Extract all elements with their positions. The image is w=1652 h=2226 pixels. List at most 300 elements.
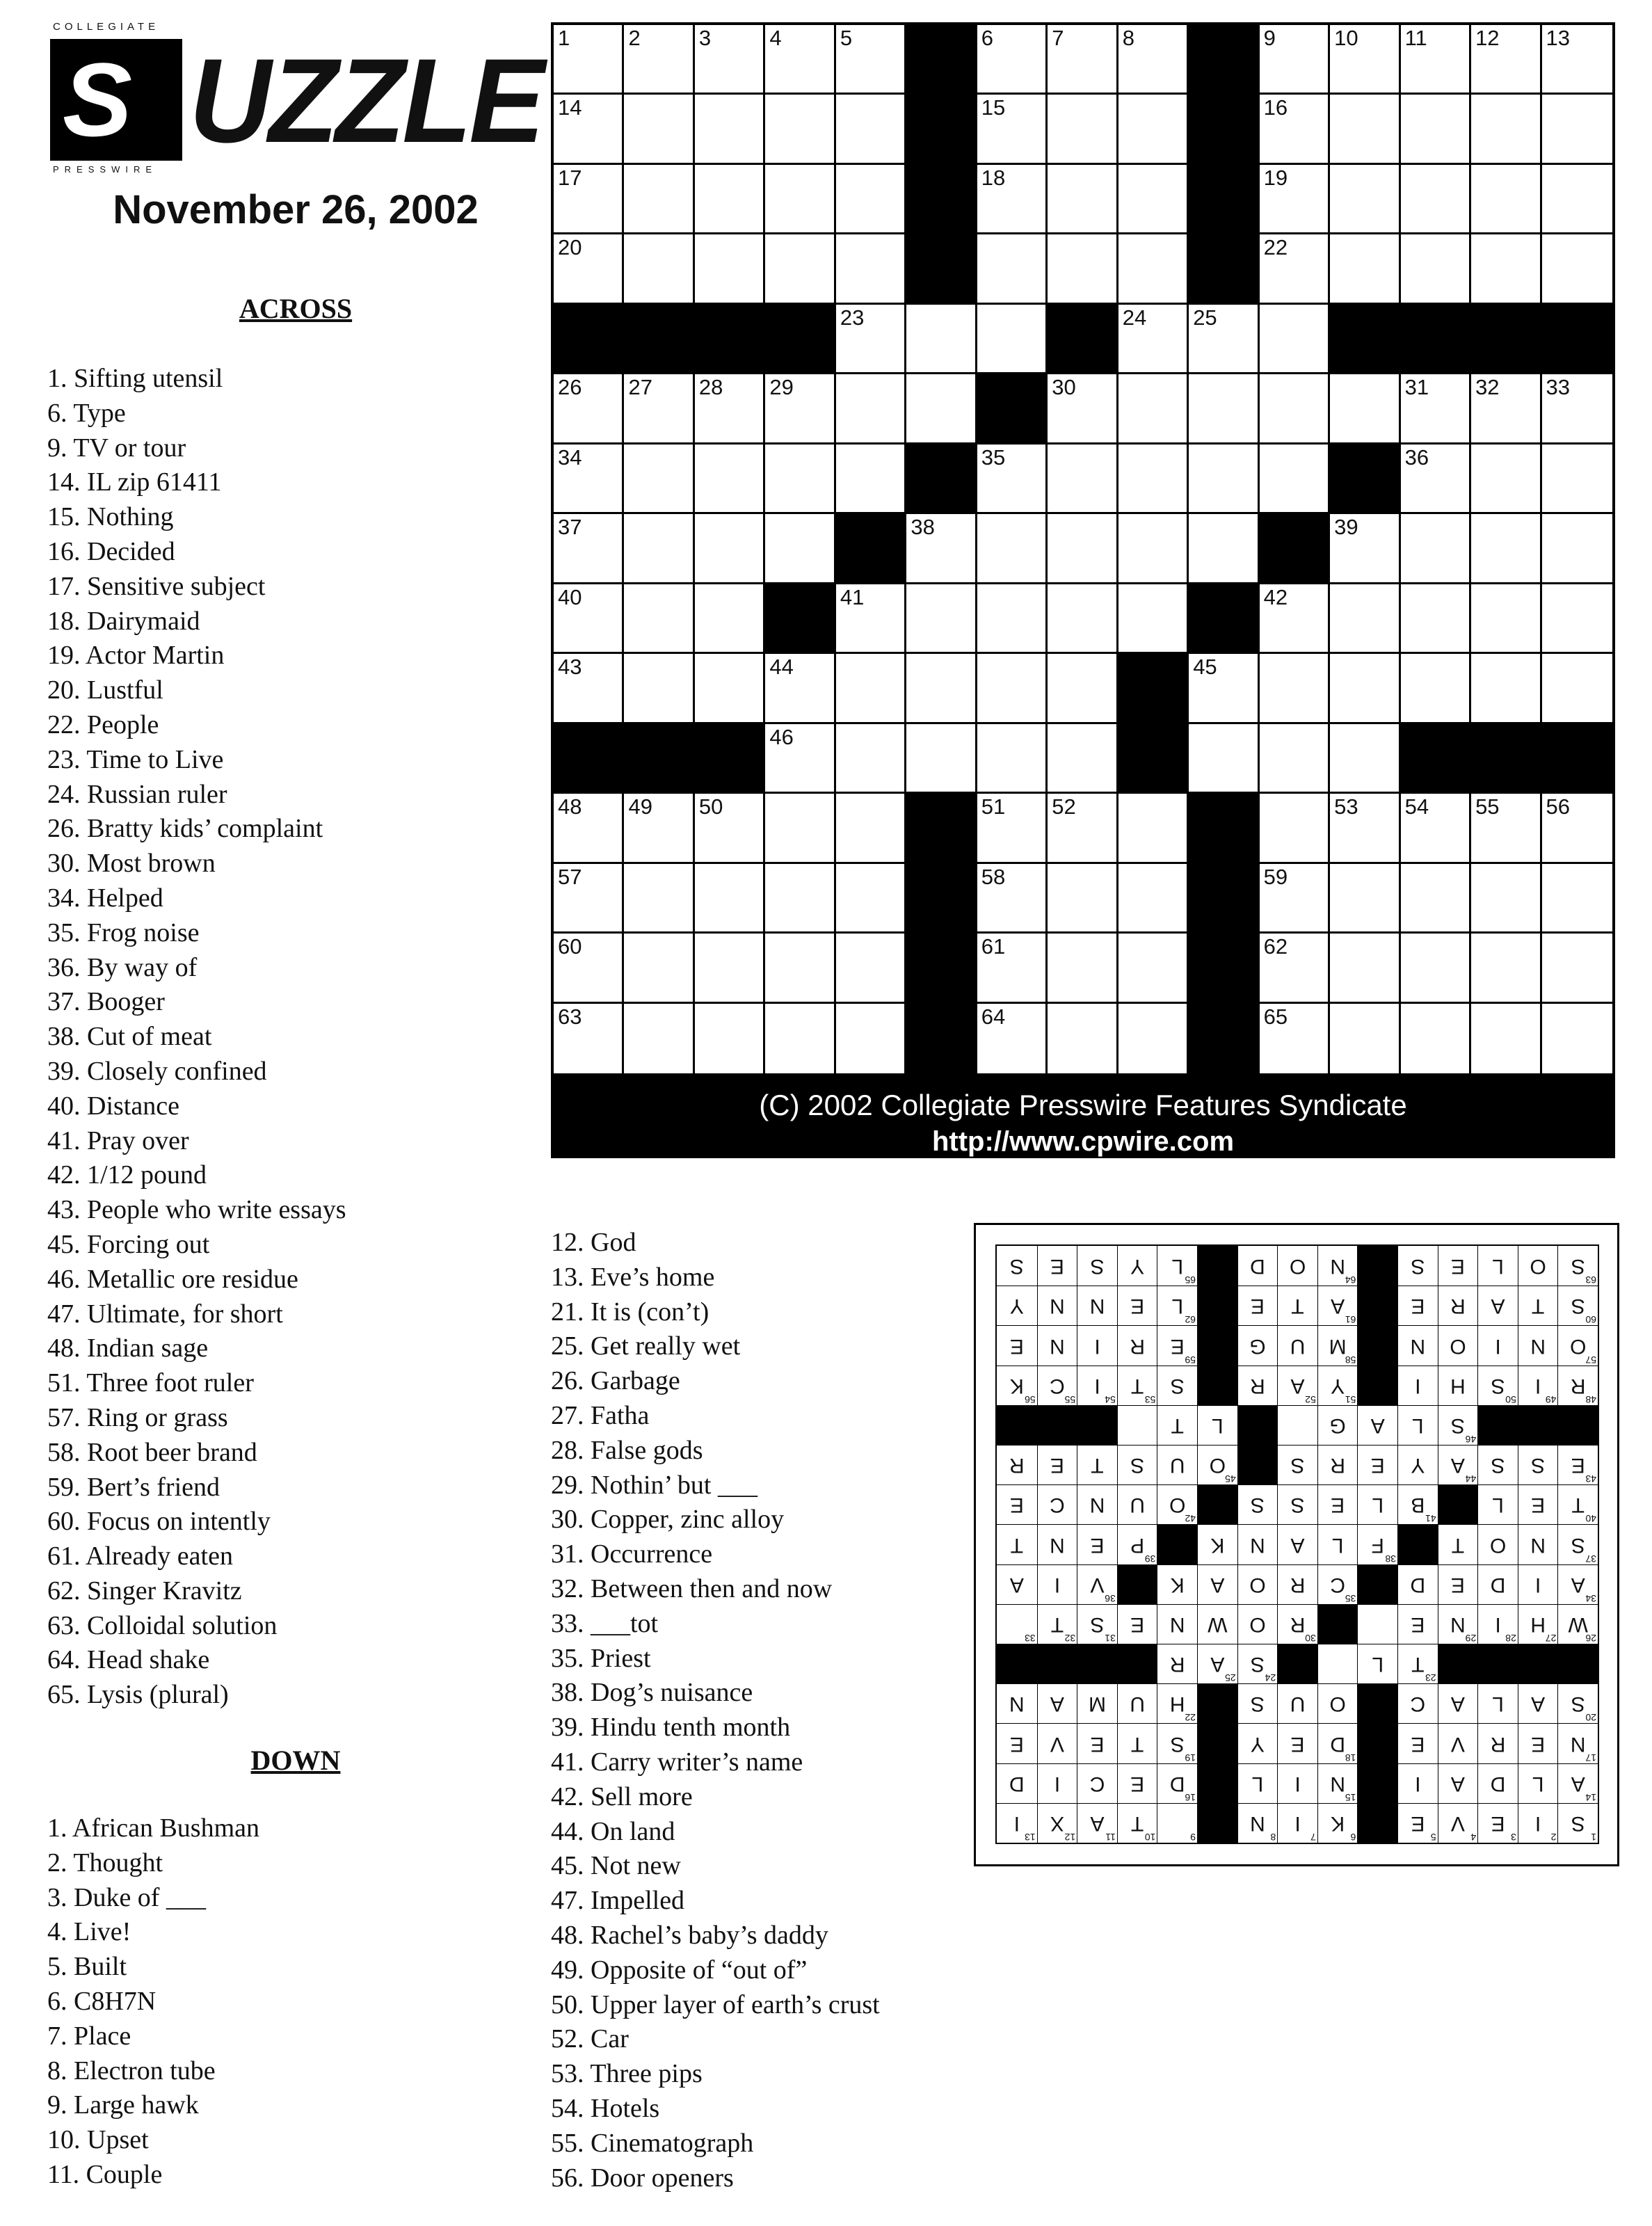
solution-cell	[1357, 1604, 1397, 1644]
grid-cell[interactable]	[554, 25, 624, 95]
clue-item: 4. Live!	[47, 1917, 131, 1947]
solution-number: 62	[1185, 1314, 1196, 1326]
clue-item: 56. Door openers	[551, 2163, 734, 2193]
grid-cell[interactable]	[1118, 374, 1189, 444]
grid-cell[interactable]	[1471, 514, 1541, 584]
grid-cell[interactable]	[1542, 864, 1612, 934]
clue-item: 47. Impelled	[551, 1886, 685, 1916]
grid-cell[interactable]	[977, 794, 1048, 863]
grid-cell[interactable]	[836, 1004, 906, 1073]
grid-cell[interactable]	[1118, 25, 1189, 95]
grid-cell[interactable]	[1542, 934, 1612, 1003]
clue-item: 33. ___tot	[551, 1608, 659, 1638]
grid-block	[906, 234, 977, 304]
grid-cell[interactable]	[1189, 374, 1259, 444]
solution-cell	[1438, 1246, 1478, 1286]
solution-block	[1357, 1564, 1397, 1604]
grid-cell[interactable]	[1118, 445, 1189, 514]
cell-number: 34	[558, 445, 582, 470]
grid-cell[interactable]	[695, 794, 765, 863]
grid-cell[interactable]	[1260, 234, 1330, 304]
solution-cell	[1317, 1484, 1358, 1524]
solution-number: 48	[1585, 1393, 1596, 1405]
grid-cell[interactable]	[554, 1004, 624, 1073]
grid-cell[interactable]	[624, 95, 694, 164]
clue-item: 7. Place	[47, 2021, 131, 2051]
solution-letter: R	[1290, 1573, 1306, 1596]
grid-cell[interactable]	[765, 445, 835, 514]
grid-cell[interactable]	[1048, 1004, 1118, 1073]
grid-cell[interactable]	[624, 654, 694, 723]
solution-cell	[1157, 1644, 1197, 1683]
grid-cell[interactable]	[1048, 864, 1118, 934]
solution-cell	[1277, 1246, 1317, 1286]
grid-block	[624, 724, 694, 794]
grid-cell[interactable]	[1401, 794, 1471, 863]
grid-cell[interactable]	[977, 234, 1048, 304]
grid-cell[interactable]	[624, 234, 694, 304]
solution-cell	[1077, 1445, 1117, 1484]
clue-item: 60. Focus on intently	[47, 1507, 271, 1537]
cell-number: 16	[1263, 95, 1288, 120]
grid-cell[interactable]	[765, 165, 835, 234]
grid-cell[interactable]	[1542, 654, 1612, 723]
grid-cell[interactable]	[1048, 724, 1118, 794]
grid-cell[interactable]	[1260, 934, 1330, 1003]
grid-cell[interactable]	[977, 724, 1048, 794]
grid-cell[interactable]	[554, 864, 624, 934]
grid-cell[interactable]	[695, 654, 765, 723]
solution-cell	[1518, 1604, 1558, 1644]
grid-cell[interactable]	[977, 165, 1048, 234]
grid-cell[interactable]	[765, 25, 835, 95]
grid-cell[interactable]	[1330, 654, 1400, 723]
grid-cell[interactable]	[836, 95, 906, 164]
solution-letter: A	[1571, 1772, 1585, 1795]
grid-cell[interactable]	[836, 794, 906, 863]
down-clue-list-2	[551, 1226, 982, 2195]
grid-cell[interactable]	[836, 305, 906, 374]
grid-cell[interactable]	[1048, 654, 1118, 723]
grid-cell[interactable]	[836, 724, 906, 794]
grid-block	[1401, 724, 1471, 794]
grid-cell[interactable]	[1471, 864, 1541, 934]
grid-cell[interactable]	[1260, 165, 1330, 234]
grid-cell[interactable]	[695, 25, 765, 95]
solution-cell	[1438, 1564, 1478, 1604]
grid-cell[interactable]	[836, 165, 906, 234]
solution-cell	[1077, 1564, 1117, 1604]
solution-cell	[1077, 1484, 1117, 1524]
grid-cell[interactable]	[1542, 445, 1612, 514]
solution-cell	[997, 1445, 1037, 1484]
grid-cell[interactable]	[624, 514, 694, 584]
solution-letter: S	[1250, 1653, 1265, 1676]
grid-cell[interactable]	[1401, 165, 1471, 234]
solution-letter: S	[1571, 1811, 1585, 1835]
grid-cell[interactable]	[695, 165, 765, 234]
solution-letter: B	[1411, 1494, 1425, 1517]
grid-cell[interactable]	[1542, 794, 1612, 863]
grid-cell[interactable]	[765, 934, 835, 1003]
grid-cell[interactable]	[624, 794, 694, 863]
grid-cell[interactable]	[836, 864, 906, 934]
grid-cell[interactable]	[1471, 445, 1541, 514]
grid-cell[interactable]	[1048, 25, 1118, 95]
solution-letter: E	[1370, 1454, 1385, 1478]
solution-cell	[1397, 1366, 1438, 1405]
grid-cell[interactable]	[695, 514, 765, 584]
solution-letter: T	[1010, 1533, 1023, 1557]
solution-letter: L	[1372, 1494, 1384, 1517]
solution-number: 63	[1585, 1274, 1596, 1286]
grid-cell[interactable]	[1048, 234, 1118, 304]
grid-cell[interactable]	[1118, 514, 1189, 584]
grid-cell[interactable]	[836, 654, 906, 723]
grid-cell[interactable]	[977, 654, 1048, 723]
grid-cell[interactable]	[1048, 934, 1118, 1003]
grid-cell[interactable]	[977, 95, 1048, 164]
clue-item: 53. Three pips	[551, 2059, 703, 2089]
solution-cell	[1037, 1723, 1077, 1763]
grid-cell[interactable]	[1330, 95, 1400, 164]
solution-number: 22	[1185, 1712, 1196, 1724]
grid-cell[interactable]	[554, 514, 624, 584]
grid-cell[interactable]	[554, 234, 624, 304]
grid-cell[interactable]	[1401, 1004, 1471, 1073]
grid-cell[interactable]	[1260, 724, 1330, 794]
cell-number: 46	[769, 724, 794, 749]
solution-block	[1357, 1803, 1397, 1843]
grid-cell[interactable]	[695, 934, 765, 1003]
cell-number: 58	[981, 864, 1006, 889]
grid-cell[interactable]	[906, 654, 977, 723]
solution-letter: O	[1489, 1533, 1507, 1557]
solution-letter: T	[1050, 1612, 1064, 1636]
grid-cell[interactable]	[906, 305, 977, 374]
grid-cell[interactable]	[554, 374, 624, 444]
grid-cell[interactable]	[836, 25, 906, 95]
grid-cell[interactable]	[1401, 654, 1471, 723]
grid-cell[interactable]	[624, 1004, 694, 1073]
grid-cell[interactable]	[1118, 934, 1189, 1003]
grid-cell[interactable]	[1260, 445, 1330, 514]
grid-cell[interactable]	[1260, 305, 1330, 374]
clue-item: 37. Booger	[47, 987, 165, 1017]
cell-number: 26	[558, 375, 582, 400]
grid-cell[interactable]	[1048, 794, 1118, 863]
grid-cell[interactable]	[695, 374, 765, 444]
grid-cell[interactable]	[1330, 794, 1400, 863]
grid-cell[interactable]	[624, 934, 694, 1003]
grid-cell[interactable]	[906, 374, 977, 444]
solution-cell	[1357, 1405, 1397, 1445]
grid-cell[interactable]	[1401, 934, 1471, 1003]
solution-letter: I	[1054, 1573, 1061, 1596]
solution-letter: T	[1130, 1732, 1144, 1756]
grid-cell[interactable]	[1542, 165, 1612, 234]
grid-cell[interactable]	[1048, 95, 1118, 164]
grid-cell[interactable]	[1260, 794, 1330, 863]
solution-box	[974, 1223, 1619, 1866]
grid-cell[interactable]	[836, 584, 906, 654]
grid-cell[interactable]	[1401, 445, 1471, 514]
solution-cell	[1518, 1484, 1558, 1524]
grid-cell[interactable]	[1048, 165, 1118, 234]
grid-cell[interactable]	[1260, 1004, 1330, 1073]
grid-cell[interactable]	[1048, 374, 1118, 444]
grid-cell[interactable]	[1118, 1004, 1189, 1073]
grid-cell[interactable]	[624, 25, 694, 95]
grid-cell[interactable]	[554, 794, 624, 863]
grid-cell[interactable]	[977, 305, 1048, 374]
grid-cell[interactable]	[1260, 584, 1330, 654]
grid-block	[1189, 25, 1259, 95]
clue-item: 45. Forcing out	[47, 1229, 210, 1259]
solution-number: 25	[1225, 1672, 1236, 1684]
solution-letter: O	[1169, 1494, 1186, 1517]
solution-letter: T	[1091, 1454, 1104, 1478]
grid-cell[interactable]	[1189, 305, 1259, 374]
grid-cell[interactable]	[906, 724, 977, 794]
solution-cell	[1237, 1524, 1278, 1564]
grid-cell[interactable]	[765, 724, 835, 794]
grid-cell[interactable]	[1260, 654, 1330, 723]
solution-letter: Y	[1331, 1374, 1345, 1398]
grid-cell[interactable]	[977, 584, 1048, 654]
grid-cell[interactable]	[554, 95, 624, 164]
grid-cell[interactable]	[1401, 374, 1471, 444]
grid-cell[interactable]	[836, 374, 906, 444]
grid-cell[interactable]	[554, 165, 624, 234]
solution-letter: A	[1370, 1414, 1385, 1437]
grid-block	[554, 724, 624, 794]
grid-cell[interactable]	[624, 584, 694, 654]
grid-cell[interactable]	[1260, 95, 1330, 164]
clue-item: 34. Helped	[47, 883, 163, 913]
grid-cell[interactable]	[1542, 234, 1612, 304]
grid-cell[interactable]	[1542, 95, 1612, 164]
grid-cell[interactable]	[695, 95, 765, 164]
solution-cell	[1237, 1484, 1278, 1524]
solution-letter: S	[1531, 1454, 1546, 1478]
solution-cell	[1117, 1723, 1157, 1763]
clue-item: 35. Priest	[551, 1643, 651, 1673]
grid-cell[interactable]	[836, 234, 906, 304]
grid-cell[interactable]	[1048, 584, 1118, 654]
solution-cell	[1397, 1564, 1438, 1604]
solution-cell	[1438, 1524, 1478, 1564]
clue-item: 17. Sensitive subject	[47, 571, 266, 601]
grid-cell[interactable]	[836, 445, 906, 514]
grid-cell[interactable]	[765, 794, 835, 863]
grid-cell[interactable]	[1542, 1004, 1612, 1073]
grid-cell[interactable]	[977, 864, 1048, 934]
grid-cell[interactable]	[1330, 1004, 1400, 1073]
grid-cell[interactable]	[1118, 864, 1189, 934]
grid-cell[interactable]	[624, 864, 694, 934]
grid-cell[interactable]	[1118, 584, 1189, 654]
solution-number: 23	[1425, 1672, 1436, 1684]
grid-cell[interactable]	[1542, 514, 1612, 584]
grid-cell[interactable]	[1401, 95, 1471, 164]
clue-item: 15. Nothing	[47, 502, 174, 532]
solution-cell	[1157, 1803, 1197, 1843]
grid-cell[interactable]	[977, 25, 1048, 95]
grid-cell[interactable]	[906, 514, 977, 584]
grid-cell[interactable]	[1330, 934, 1400, 1003]
solution-letter: U	[1290, 1334, 1306, 1358]
solution-block	[1357, 1286, 1397, 1325]
grid-cell[interactable]	[1330, 374, 1400, 444]
clue-item: 40. Distance	[47, 1091, 179, 1121]
grid-cell[interactable]	[765, 514, 835, 584]
solution-letter: L	[1492, 1254, 1504, 1278]
cell-number: 32	[1475, 375, 1500, 400]
grid-cell[interactable]	[1401, 864, 1471, 934]
grid-cell[interactable]	[1048, 445, 1118, 514]
solution-letter: Y	[1250, 1732, 1265, 1756]
grid-cell[interactable]	[554, 654, 624, 723]
grid-cell[interactable]	[1401, 584, 1471, 654]
solution-cell	[1237, 1763, 1278, 1803]
solution-letter: D	[1490, 1772, 1506, 1795]
grid-cell[interactable]	[1471, 1004, 1541, 1073]
grid-cell[interactable]	[1471, 654, 1541, 723]
grid-cell[interactable]	[1471, 794, 1541, 863]
grid-cell[interactable]	[1118, 305, 1189, 374]
grid-cell[interactable]	[1471, 374, 1541, 444]
grid-cell[interactable]	[1189, 445, 1259, 514]
grid-block	[1189, 234, 1259, 304]
grid-cell[interactable]	[765, 1004, 835, 1073]
grid-cell[interactable]	[836, 934, 906, 1003]
solution-number: 2	[1550, 1832, 1557, 1843]
grid-cell[interactable]	[1401, 25, 1471, 95]
clue-item: 10. Upset	[47, 2125, 149, 2155]
grid-cell[interactable]	[765, 234, 835, 304]
grid-block	[1118, 724, 1189, 794]
grid-cell[interactable]	[1471, 95, 1541, 164]
grid-cell[interactable]	[1330, 584, 1400, 654]
grid-cell[interactable]	[624, 165, 694, 234]
crossword-grid	[551, 22, 1615, 1076]
grid-cell[interactable]	[554, 584, 624, 654]
grid-cell[interactable]	[1330, 864, 1400, 934]
grid-cell[interactable]	[977, 514, 1048, 584]
grid-cell[interactable]	[1471, 25, 1541, 95]
solution-cell	[1277, 1683, 1317, 1723]
grid-cell[interactable]	[1118, 95, 1189, 164]
solution-number: 8	[1270, 1832, 1276, 1843]
clue-item: 46. Metallic ore residue	[47, 1264, 298, 1294]
solution-letter: C	[1050, 1494, 1065, 1517]
grid-cell[interactable]	[1118, 234, 1189, 304]
clue-item: 54. Hotels	[551, 2093, 660, 2123]
grid-cell[interactable]	[977, 1004, 1048, 1073]
grid-cell[interactable]	[695, 445, 765, 514]
solution-block	[1357, 1723, 1397, 1763]
solution-number: 29	[1465, 1633, 1477, 1644]
grid-cell[interactable]	[1401, 234, 1471, 304]
grid-cell[interactable]	[554, 445, 624, 514]
grid-cell[interactable]	[695, 584, 765, 654]
grid-cell[interactable]	[1471, 165, 1541, 234]
grid-cell[interactable]	[1330, 234, 1400, 304]
solution-cell	[1477, 1325, 1518, 1365]
grid-cell[interactable]	[695, 234, 765, 304]
grid-cell[interactable]	[1542, 25, 1612, 95]
grid-cell[interactable]	[1330, 165, 1400, 234]
grid-cell[interactable]	[1542, 584, 1612, 654]
grid-cell[interactable]	[1330, 724, 1400, 794]
grid-cell[interactable]	[1471, 234, 1541, 304]
grid-cell[interactable]	[765, 864, 835, 934]
solution-number: 39	[1144, 1553, 1156, 1564]
solution-block	[1197, 1723, 1237, 1763]
clue-item: 41. Carry writer’s name	[551, 1747, 803, 1777]
grid-cell[interactable]	[977, 445, 1048, 514]
solution-cell	[1117, 1803, 1157, 1843]
grid-cell[interactable]	[1118, 794, 1189, 863]
grid-cell[interactable]	[1118, 165, 1189, 234]
grid-cell[interactable]	[1542, 374, 1612, 444]
grid-cell[interactable]	[1471, 934, 1541, 1003]
clue-item: 52. Car	[551, 2024, 629, 2054]
cell-number: 4	[769, 26, 782, 50]
grid-cell[interactable]	[765, 654, 835, 723]
solution-cell	[1277, 1524, 1317, 1564]
clue-item: 9. Large hawk	[47, 2090, 199, 2120]
cell-number: 64	[981, 1004, 1006, 1029]
clue-item: 2. Thought	[47, 1848, 163, 1877]
grid-cell[interactable]	[1048, 514, 1118, 584]
solution-letter: N	[1050, 1334, 1065, 1358]
grid-cell[interactable]	[1189, 654, 1259, 723]
grid-cell[interactable]	[624, 374, 694, 444]
grid-cell[interactable]	[695, 1004, 765, 1073]
solution-cell	[1077, 1524, 1117, 1564]
grid-cell[interactable]	[554, 934, 624, 1003]
grid-cell[interactable]	[906, 584, 977, 654]
grid-cell[interactable]	[1401, 514, 1471, 584]
solution-letter: U	[1130, 1494, 1145, 1517]
solution-letter: I	[1415, 1772, 1421, 1795]
solution-letter: N	[1570, 1732, 1586, 1756]
grid-cell[interactable]	[765, 95, 835, 164]
grid-cell[interactable]	[1189, 724, 1259, 794]
clue-item: 14. IL zip 61411	[47, 467, 222, 497]
grid-cell[interactable]	[1189, 514, 1259, 584]
grid-cell[interactable]	[1330, 514, 1400, 584]
grid-cell[interactable]	[624, 445, 694, 514]
solution-cell	[1438, 1445, 1478, 1484]
grid-cell[interactable]	[977, 934, 1048, 1003]
grid-cell[interactable]	[695, 864, 765, 934]
solution-cell	[1277, 1405, 1317, 1445]
grid-cell[interactable]	[765, 374, 835, 444]
solution-cell	[1037, 1325, 1077, 1365]
clue-item: 61. Already eaten	[47, 1542, 233, 1571]
solution-letter: R	[1290, 1612, 1306, 1636]
grid-cell[interactable]	[1330, 25, 1400, 95]
solution-cell	[1438, 1366, 1478, 1405]
copyright-text: (C) 2002 Collegiate Presswire Features Syndicate	[759, 1089, 1407, 1121]
grid-cell[interactable]	[1260, 25, 1330, 95]
grid-cell[interactable]	[1260, 864, 1330, 934]
grid-cell[interactable]	[1471, 584, 1541, 654]
grid-cell[interactable]	[1260, 374, 1330, 444]
